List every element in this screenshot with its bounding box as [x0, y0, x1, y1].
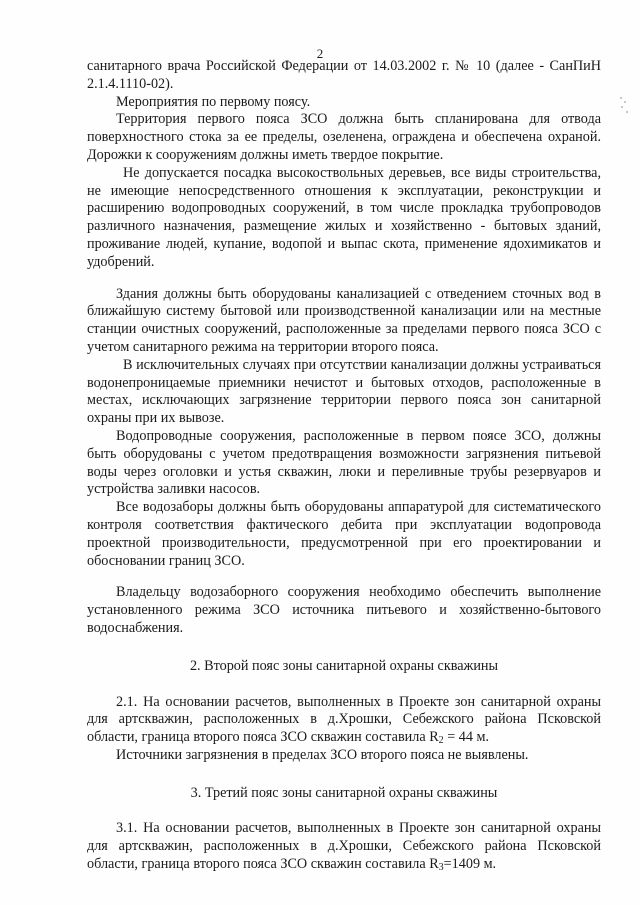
radius-symbol: R	[429, 729, 439, 746]
page-number: 2	[316, 46, 324, 61]
radius-subscript: 2	[438, 735, 444, 747]
section-2-paragraph-2: Источники загрязнения в пределах ЗСО второго пояса не выявлены.	[116, 746, 529, 763]
radius-value: = 44 м.	[443, 729, 490, 746]
scan-speck	[624, 101, 626, 103]
scan-speck	[621, 106, 623, 108]
radius-subscript: 3	[438, 862, 444, 874]
paragraph-exceptions: В исключительных случаях при отсутствии канализации должны устраиваться водонепроницаемые приемники нечистот и бытовых отходов, расположенные в местах, исключающих загрязнение территории первого пояса зон санитарной охраны при их вывозе.	[87, 356, 601, 427]
section-3-paragraph-1	[87, 820, 601, 873]
scan-speck	[626, 111, 628, 113]
paragraph-first-zone-title: Мероприятия по первому поясу.	[116, 93, 311, 110]
section-2-text: 2.1. На основании расчетов, выполненных в Проекте зон санитарной охраны для артскважин, расположенных в д.Хрошки, Себежского района Псковской области, граница второго пояса ЗСО скважин составила	[87, 693, 601, 746]
section-2-paragraph-1	[87, 694, 601, 747]
section-3-text: 3.1. На основании расчетов, выполненных в Проекте зон санитарной охраны для артскважин, расположенных в д.Хрошки, Себежского района Псковской области, граница второго пояса ЗСО скважин составила	[87, 820, 601, 873]
radius-value: =1409 м.	[443, 856, 497, 873]
paragraph-sewerage: Здания должны быть оборудованы канализацией с отведением сточных вод в ближайшую систему бытовой или производственной канализации или на местные станции очистных сооружений, расположенные за пределами первого пояса ЗСО с учетом санитарного режима на территории второго пояса.	[87, 285, 601, 355]
paragraph-first-zone-territory: Территория первого пояса ЗСО должна быть спланирована для отвода поверхностного стока за ее пределы, озеленена, ограждена и обеспечена охраной. Дорожки к сооружениям должны иметь твердое покрытие.	[87, 111, 601, 163]
paragraph-intakes: Все водозаборы должны быть оборудованы аппаратурой для систематического контроля соответствия фактического дебита при эксплуатации водопровода проектной производительности, предусмотренной при его проектировании и обосновании границ ЗСО.	[87, 499, 601, 569]
section-3-heading: 3. Третий пояс зоны санитарной охраны скважины	[190, 784, 498, 801]
paragraph-intro: санитарного врача Российской Федерации от 14.03.2002 г. № 10 (далее - СанПиН 2.1.4.1110-02).	[87, 58, 601, 92]
section-2-heading: 2. Второй пояс зоны санитарной охраны скважины	[189, 657, 499, 674]
scan-speck	[620, 97, 622, 99]
paragraph-restrictions: Не допускается посадка высокоствольных деревьев, все виды строительства, не имеющие непосредственного отношения к эксплуатации, реконструкции и расширению водопроводных сооружений, в том числе прокладка трубопроводов различного назначения, размещение жилых и хозяйственно - бытовых зданий, проживание людей, купание, водопой и выпас скота, применение ядохимикатов и удобрений.	[87, 164, 601, 270]
paragraph-water-facilities: Водопроводные сооружения, расположенные в первом поясе ЗСО, должны быть оборудованы с учетом предотвращения возможности загрязнения питьевой воды через оголовки и устья скважин, люки и переливные трубы резервуаров и устройства заливки насосов.	[87, 427, 601, 498]
paragraph-owner: Владельцу водозаборного сооружения необходимо обеспечить выполнение установленного режима ЗСО источника питьевого и хозяйственно-бытового водоснабжения.	[87, 584, 601, 636]
radius-symbol: R	[429, 856, 439, 873]
document-body	[87, 58, 601, 874]
